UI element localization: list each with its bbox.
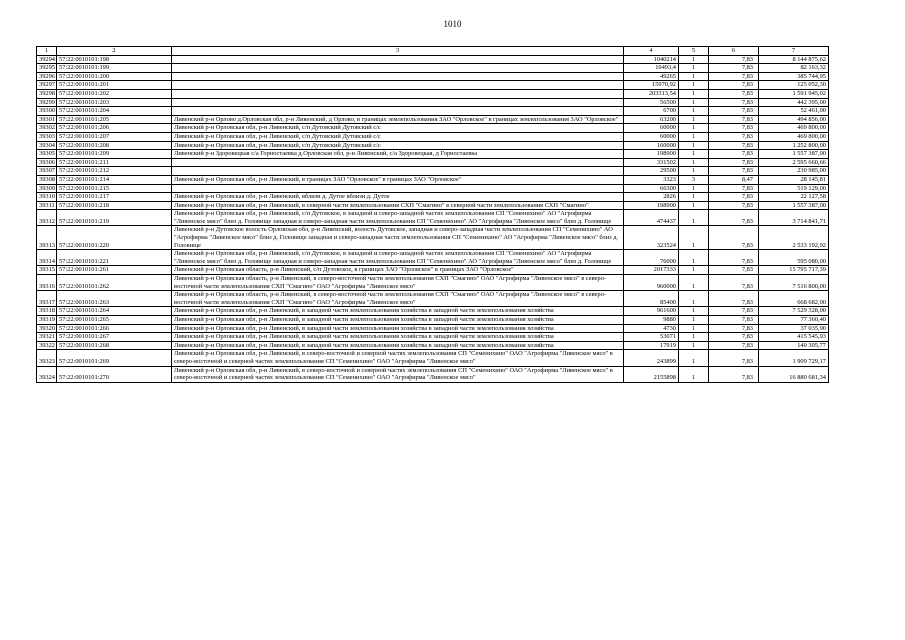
location-description: Ливенский р-н Орловская обл, р-н Ливенский, с/п Дутовский Дутовский с/с: [172, 124, 624, 133]
location-description: Ливенский р-н Дутовское волость Орловская обл, р-н Ливенский, волость Дутовское, западная и северо-западная части землепользования СП "Семенихино" АО "Агрофирма "Ливенское мясо" близ д. Головище западная и северо-западная части землепользования СП "Семенихино" АО "Агрофирма "Ливенское мясо" близ д. Головище: [172, 226, 624, 250]
cadastral-value: 52 461,00: [759, 107, 829, 116]
cadastral-value: 494 856,00: [759, 115, 829, 124]
row-number: 39303: [37, 132, 57, 141]
register-table: [36, 46, 829, 383]
location-description: [172, 98, 624, 107]
area-value: 29500: [624, 167, 679, 176]
location-description: Ливенский р-н Орловская область, р-н Ливенский, в северо-восточной части землепользования СХП "Смагино" ОАО "Агрофирма "Ливенское мясо" в северо-восточной части землепользования СХП "Смагино" ОАО "Агрофирма "Ливенское мясо": [172, 291, 624, 307]
table-row: [37, 150, 829, 159]
coefficient: 3: [679, 175, 709, 184]
cadastral-number: 57:22:0010101:204: [57, 107, 172, 116]
row-number: 39302: [37, 124, 57, 133]
coefficient: 1: [679, 291, 709, 307]
area-value: 2826: [624, 193, 679, 202]
cadastral-value: 1 557 387,00: [759, 201, 829, 210]
table-row: [37, 201, 829, 210]
area-value: 56500: [624, 98, 679, 107]
area-value: 198900: [624, 150, 679, 159]
cadastral-number: 57:22:0010101:200: [57, 72, 172, 81]
area-value: 15970,92: [624, 81, 679, 90]
rate-value: 7,83: [709, 107, 759, 116]
location-description: Ливенский р-н Орловская обл, р-н Ливенский, в северной части землепользования СХП "Смагино" в северной части землепользования СХП "Смагино": [172, 201, 624, 210]
rate-value: 7,83: [709, 193, 759, 202]
location-description: Ливенский р-н Орловская обл, р-н Ливенский, в западной части землепользования хозяйства в западной части землепользования хозяйства: [172, 341, 624, 350]
row-number: 39316: [37, 275, 57, 291]
column-header: 2: [57, 47, 172, 56]
table-row: [37, 250, 829, 266]
coefficient: 1: [679, 81, 709, 90]
coefficient: 1: [679, 366, 709, 382]
row-number: 39321: [37, 333, 57, 342]
cadastral-number: 57:22:0010101:214: [57, 175, 172, 184]
location-description: Ливенский р-н Орловская обл, р-н Ливенский, с/п Дутовский Дутовский с/с: [172, 141, 624, 150]
rate-value: 7,83: [709, 275, 759, 291]
table-row: [37, 115, 829, 124]
table-row: [37, 316, 829, 325]
cadastral-number: 57:22:0010101:201: [57, 81, 172, 90]
coefficient: 1: [679, 115, 709, 124]
cadastral-number: 57:22:0010101:221: [57, 250, 172, 266]
cadastral-value: 8 144 875,62: [759, 55, 829, 64]
row-number: 39323: [37, 350, 57, 366]
area-value: 17919: [624, 341, 679, 350]
row-number: 39294: [37, 55, 57, 64]
cadastral-value: 1 909 729,17: [759, 350, 829, 366]
area-value: 49265: [624, 72, 679, 81]
cadastral-number: 57:22:0010101:211: [57, 158, 172, 167]
table-row: [37, 158, 829, 167]
row-number: 39324: [37, 366, 57, 382]
cadastral-value: 2 595 660,66: [759, 158, 829, 167]
row-number: 39313: [37, 226, 57, 250]
coefficient: 1: [679, 132, 709, 141]
area-value: 960000: [624, 275, 679, 291]
coefficient: 1: [679, 266, 709, 275]
cadastral-number: 57:22:0010101:268: [57, 341, 172, 350]
coefficient: 1: [679, 167, 709, 176]
column-header: 7: [759, 47, 829, 56]
cadastral-number: 57:22:0010101:220: [57, 226, 172, 250]
coefficient: 1: [679, 141, 709, 150]
row-number: 39300: [37, 107, 57, 116]
table-row: [37, 89, 829, 98]
cadastral-value: 1 252 800,00: [759, 141, 829, 150]
rate-value: 7,83: [709, 316, 759, 325]
row-number: 39322: [37, 341, 57, 350]
rate-value: 7,83: [709, 350, 759, 366]
area-value: 85400: [624, 291, 679, 307]
rate-value: 7,83: [709, 250, 759, 266]
location-description: [172, 184, 624, 193]
location-description: [172, 64, 624, 73]
rate-value: 7,83: [709, 141, 759, 150]
cadastral-number: 57:22:0010101:202: [57, 89, 172, 98]
row-number: 39310: [37, 193, 57, 202]
coefficient: 1: [679, 275, 709, 291]
coefficient: 1: [679, 107, 709, 116]
cadastral-number: 57:22:0010101:261: [57, 266, 172, 275]
coefficient: 1: [679, 72, 709, 81]
area-value: 4730: [624, 324, 679, 333]
area-value: 76000: [624, 250, 679, 266]
area-value: 243899: [624, 350, 679, 366]
area-value: 53071: [624, 333, 679, 342]
rate-value: 7,83: [709, 324, 759, 333]
cadastral-value: 668 682,00: [759, 291, 829, 307]
cadastral-number: 57:22:0010101:215: [57, 184, 172, 193]
cadastral-number: 57:22:0010101:217: [57, 193, 172, 202]
cadastral-value: 82 163,32: [759, 64, 829, 73]
coefficient: 1: [679, 158, 709, 167]
rate-value: 7,83: [709, 291, 759, 307]
coefficient: 1: [679, 333, 709, 342]
row-number: 39295: [37, 64, 57, 73]
rate-value: 7,83: [709, 184, 759, 193]
coefficient: 1: [679, 226, 709, 250]
location-description: Ливенский р-н Орловская обл, р-н Ливенский, в западной части землепользования хозяйства в западной части землепользования хозяйства: [172, 307, 624, 316]
row-number: 39319: [37, 316, 57, 325]
cadastral-number: 57:22:0010101:265: [57, 316, 172, 325]
area-value: 198900: [624, 201, 679, 210]
rate-value: 7,83: [709, 98, 759, 107]
table-row: [37, 64, 829, 73]
rate-value: 7,83: [709, 210, 759, 226]
location-description: Ливенский р-н Орловская область, р-н Ливенский, с/п Дутовское, в границах ЗАО "Орловское" в границах ЗАО "Орловское": [172, 266, 624, 275]
row-number: 39298: [37, 89, 57, 98]
cadastral-number: 57:22:0010101:207: [57, 132, 172, 141]
cadastral-value: 140 305,77: [759, 341, 829, 350]
cadastral-value: 442 395,00: [759, 98, 829, 107]
column-header: 6: [709, 47, 759, 56]
coefficient: 1: [679, 98, 709, 107]
rate-value: 7,83: [709, 167, 759, 176]
cadastral-value: 469 800,00: [759, 124, 829, 133]
coefficient: 1: [679, 184, 709, 193]
cadastral-number: 57:22:0010101:269: [57, 350, 172, 366]
cadastral-value: 7 529 328,00: [759, 307, 829, 316]
coefficient: 1: [679, 193, 709, 202]
cadastral-number: 57:22:0010101:203: [57, 98, 172, 107]
rate-value: 7,83: [709, 72, 759, 81]
area-value: 331502: [624, 158, 679, 167]
area-value: 474437: [624, 210, 679, 226]
cadastral-number: 57:22:0010101:199: [57, 64, 172, 73]
table-row: [37, 107, 829, 116]
table-row: [37, 350, 829, 366]
cadastral-number: 57:22:0010101:209: [57, 150, 172, 159]
table-row: [37, 341, 829, 350]
table-row: [37, 124, 829, 133]
row-number: 39315: [37, 266, 57, 275]
area-value: 66300: [624, 184, 679, 193]
rate-value: 7,83: [709, 124, 759, 133]
table-row: [37, 193, 829, 202]
row-number: 39320: [37, 324, 57, 333]
row-number: 39301: [37, 115, 57, 124]
cadastral-number: 57:22:0010101:208: [57, 141, 172, 150]
table-row: [37, 132, 829, 141]
cadastral-value: 16 880 681,34: [759, 366, 829, 382]
table-row: [37, 275, 829, 291]
row-number: 39307: [37, 167, 57, 176]
area-value: 60000: [624, 132, 679, 141]
cadastral-value: 22 127,58: [759, 193, 829, 202]
row-number: 39304: [37, 141, 57, 150]
cadastral-number: 57:22:0010101:219: [57, 210, 172, 226]
location-description: [172, 89, 624, 98]
table-row: [37, 333, 829, 342]
row-number: 39296: [37, 72, 57, 81]
location-description: Ливенский р-н Орловская обл, р-н Ливенский, в западной части землепользования хозяйства в западной части землепользования хозяйства: [172, 316, 624, 325]
area-value: 323524: [624, 226, 679, 250]
coefficient: 1: [679, 150, 709, 159]
cadastral-number: 57:22:0010101:205: [57, 115, 172, 124]
rate-value: 7,83: [709, 266, 759, 275]
column-header: 1: [37, 47, 57, 56]
cadastral-number: 57:22:0010101:263: [57, 291, 172, 307]
area-value: 10493,4: [624, 64, 679, 73]
coefficient: 1: [679, 64, 709, 73]
cadastral-value: 15 795 717,39: [759, 266, 829, 275]
table-row: [37, 366, 829, 382]
cadastral-value: 77 360,40: [759, 316, 829, 325]
location-description: Ливенский р-н Здоровецкая с/а Горностаевка д.Орловская обл, р-н Ливенский, с/а Здоровецкая, д Горностаевка: [172, 150, 624, 159]
cadastral-value: 3 714 841,71: [759, 210, 829, 226]
location-description: [172, 81, 624, 90]
cadastral-number: 57:22:0010101:266: [57, 324, 172, 333]
row-number: 39311: [37, 201, 57, 210]
table-row: [37, 266, 829, 275]
table-row: [37, 98, 829, 107]
cadastral-number: 57:22:0010101:218: [57, 201, 172, 210]
area-value: 203313,54: [624, 89, 679, 98]
rate-value: 7,83: [709, 55, 759, 64]
area-value: 3323: [624, 175, 679, 184]
table-row: [37, 291, 829, 307]
table-row: [37, 307, 829, 316]
area-value: 2017333: [624, 266, 679, 275]
location-description: [172, 158, 624, 167]
rate-value: 7,83: [709, 341, 759, 350]
rate-value: 7,83: [709, 366, 759, 382]
rate-value: 7,83: [709, 226, 759, 250]
coefficient: 1: [679, 250, 709, 266]
rate-value: 7,83: [709, 81, 759, 90]
location-description: Ливенский р-н Орловская обл, р-н Ливенский, с/п Дутовское, в западной и северо-западной частях землепользования СП "Семенихино" АО "Агрофирма "Ливенское мясо" близ д. Головище западная и северо-западная части землепользования СП "Семенихино" АО "Агрофирма "Ливенское мясо" близ д. Головище: [172, 250, 624, 266]
area-value: 60000: [624, 124, 679, 133]
rate-value: 7,83: [709, 307, 759, 316]
rate-value: 7,83: [709, 150, 759, 159]
row-number: 39312: [37, 210, 57, 226]
rate-value: 7,83: [709, 132, 759, 141]
coefficient: 1: [679, 201, 709, 210]
row-number: 39317: [37, 291, 57, 307]
location-description: Ливенский р-н Орлово д.Орловская обл, р-н Ливенский, д Орлово, в границах землепользования ЗАО "Орловское" в границах землепользования ЗАО "Орловское": [172, 115, 624, 124]
coefficient: 1: [679, 350, 709, 366]
coefficient: 1: [679, 324, 709, 333]
cadastral-value: 595 080,00: [759, 250, 829, 266]
location-description: Ливенский р-н Орловская обл, р-н Ливенский, с/п Дутовский Дутовский с/с: [172, 132, 624, 141]
cadastral-number: 57:22:0010101:267: [57, 333, 172, 342]
cadastral-value: 415 545,93: [759, 333, 829, 342]
cadastral-value: 385 744,95: [759, 72, 829, 81]
coefficient: 1: [679, 307, 709, 316]
cadastral-number: 57:22:0010101:212: [57, 167, 172, 176]
area-value: 1040214: [624, 55, 679, 64]
area-value: 9880: [624, 316, 679, 325]
cadastral-value: 230 985,00: [759, 167, 829, 176]
cadastral-value: 125 052,30: [759, 81, 829, 90]
cadastral-value: 28 145,81: [759, 175, 829, 184]
location-description: [172, 167, 624, 176]
row-number: 39299: [37, 98, 57, 107]
cadastral-number: 57:22:0010101:270: [57, 366, 172, 382]
area-value: 63200: [624, 115, 679, 124]
row-number: 39297: [37, 81, 57, 90]
rate-value: 7,83: [709, 201, 759, 210]
coefficient: 1: [679, 55, 709, 64]
cadastral-value: 469 800,00: [759, 132, 829, 141]
area-value: 160000: [624, 141, 679, 150]
cadastral-number: 57:22:0010101:206: [57, 124, 172, 133]
location-description: [172, 107, 624, 116]
column-header: 4: [624, 47, 679, 56]
coefficient: 1: [679, 124, 709, 133]
location-description: Ливенский р-н Орловская обл, р-н Ливенский, с/п Дутовское, в западной и северо-западной частях землепользования СП "Семенихино" АО "Агрофирма "Ливенское мясо" близ д. Головище западная и северо-западная части землепользования СП "Семенихино" АО "Агрофирма "Ливенское мясо" близ д. Головище: [172, 210, 624, 226]
cadastral-value: 1 557 387,00: [759, 150, 829, 159]
cadastral-value: 1 591 945,02: [759, 89, 829, 98]
row-number: 39314: [37, 250, 57, 266]
coefficient: 1: [679, 316, 709, 325]
cadastral-number: 57:22:0010101:264: [57, 307, 172, 316]
area-value: 6700: [624, 107, 679, 116]
table-row: [37, 81, 829, 90]
coefficient: 1: [679, 210, 709, 226]
table-row: [37, 175, 829, 184]
location-description: Ливенский р-н Орловская обл, р-н Ливенский, вблизи д. Дутое вблизи д. Дутое: [172, 193, 624, 202]
row-number: 39305: [37, 150, 57, 159]
location-description: Ливенский р-н Орловская обл, р-н Ливенский, в западной части землепользования хозяйства в западной части землепользования хозяйства: [172, 333, 624, 342]
cadastral-number: 57:22:0010101:262: [57, 275, 172, 291]
column-header: 5: [679, 47, 709, 56]
rate-value: 7,83: [709, 333, 759, 342]
location-description: Ливенский р-н Орловская обл, р-н Ливенский, в северо-восточной и северной частях землепользования СП "Семенихино" ОАО "Агрофирма "Ливенское мясо" в северо-восточной и северной частях землепользования СП "Семенихино" ОАО "Агрофирма "Ливенское мясо": [172, 366, 624, 382]
location-description: Ливенский р-н Орловская обл, р-н Ливенский, в северо-восточной и северной частях землепользования СП "Семенихино" ОАО "Агрофирма "Ливенское мясо" в северо-восточной и северной частях землепользования СП "Семенихино" ОАО "Агрофирма "Ливенское мясо": [172, 350, 624, 366]
table-row: [37, 226, 829, 250]
table-row: [37, 184, 829, 193]
rate-value: 7,83: [709, 115, 759, 124]
column-header: 3: [172, 47, 624, 56]
table-row: [37, 141, 829, 150]
table-row: [37, 324, 829, 333]
location-description: [172, 55, 624, 64]
table-row: [37, 72, 829, 81]
area-value: 2155898: [624, 366, 679, 382]
rate-value: 8,47: [709, 175, 759, 184]
cadastral-value: 7 516 800,00: [759, 275, 829, 291]
header-row: [37, 47, 829, 56]
location-description: Ливенский р-н Орловская область, р-н Ливенский, в северо-восточной части землепользования СХП "Смагино" ОАО "Агрофирма "Ливенское мясо" в северо-восточной части землепользования СХП "Смагино" ОАО "Агрофирма "Ливенское мясо": [172, 275, 624, 291]
cadastral-value: 519 129,00: [759, 184, 829, 193]
row-number: 39309: [37, 184, 57, 193]
row-number: 39308: [37, 175, 57, 184]
rate-value: 7,83: [709, 89, 759, 98]
coefficient: 1: [679, 341, 709, 350]
table-row: [37, 167, 829, 176]
location-description: Ливенский р-н Орловская обл, р-н Ливенский, в границах ЗАО "Орловское" в границах ЗАО "Орловское": [172, 175, 624, 184]
rate-value: 7,83: [709, 64, 759, 73]
table-row: [37, 210, 829, 226]
cadastral-value: 37 035,90: [759, 324, 829, 333]
location-description: [172, 72, 624, 81]
location-description: Ливенский р-н Орловская обл, р-н Ливенский, в западной части землепользования хозяйства в западной части землепользования хозяйства: [172, 324, 624, 333]
cadastral-value: 2 533 192,92: [759, 226, 829, 250]
row-number: 39306: [37, 158, 57, 167]
row-number: 39318: [37, 307, 57, 316]
cadastral-number: 57:22:0010101:198: [57, 55, 172, 64]
coefficient: 1: [679, 89, 709, 98]
rate-value: 7,83: [709, 158, 759, 167]
table-row: [37, 55, 829, 64]
page-number: 1010: [443, 19, 462, 29]
area-value: 961600: [624, 307, 679, 316]
